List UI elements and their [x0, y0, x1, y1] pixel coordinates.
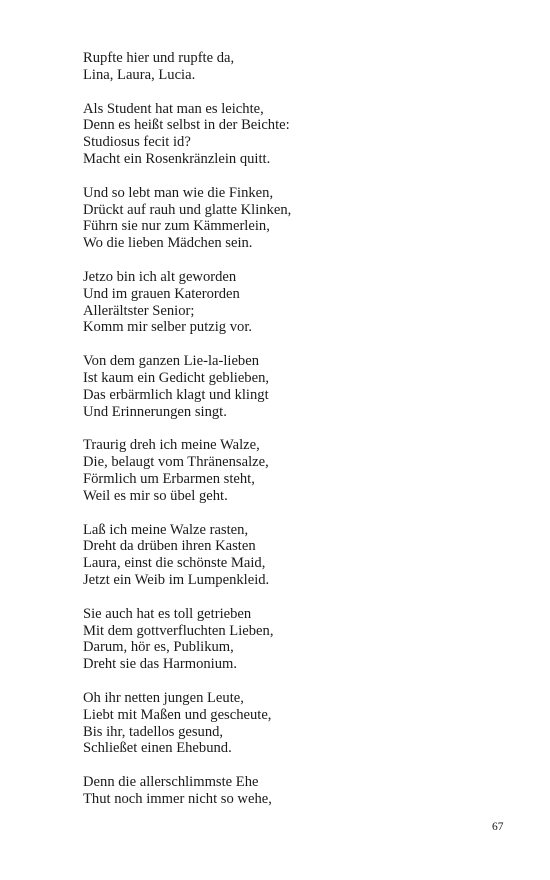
stanza: [83, 690, 503, 757]
stanza: [83, 101, 503, 168]
stanza: [83, 269, 503, 336]
poem-line: Laß ich meine Walze rasten,: [83, 521, 249, 538]
poem-line: Ist kaum ein Gedicht geblieben,: [83, 369, 270, 386]
poem-line: Lina, Laura, Lucia.: [83, 66, 196, 83]
stanza: [83, 606, 503, 673]
poem-line: Als Student hat man es leichte,: [83, 100, 264, 117]
stanza: [83, 50, 503, 84]
poem-line: Laura, einst die schönste Maid,: [83, 555, 266, 572]
poem-line: Oh ihr netten jungen Leute,: [83, 689, 244, 706]
poem-line: Studiosus fecit id?: [83, 134, 191, 151]
stanza: [83, 353, 503, 420]
poem-line: Jetzo bin ich alt geworden: [83, 268, 237, 285]
poem-line: Sie auch hat es toll getrieben: [83, 605, 252, 622]
page-number: 67: [492, 821, 504, 833]
poem-line: Und so lebt man wie die Finken,: [83, 184, 274, 201]
poem-line: Und Erinnerungen singt.: [83, 403, 227, 420]
poem-line: Darum, hör es, Publikum,: [83, 639, 234, 656]
poem-line: Weil es mir so übel geht.: [83, 487, 228, 504]
poem-line: Und im grauen Katerorden: [83, 285, 240, 302]
stanza: [83, 437, 503, 504]
poem-line: Förmlich um Erbarmen steht,: [83, 470, 255, 487]
poem-line: Denn es heißt selbst in der Beichte:: [83, 117, 290, 134]
poem-line: Traurig dreh ich meine Walze,: [83, 437, 260, 454]
poem-line: Mit dem gottverfluchten Lieben,: [83, 622, 274, 639]
poem-line: Jetzt ein Weib im Lumpenkleid.: [83, 571, 270, 588]
poem-line: Bis ihr, tadellos gesund,: [83, 723, 224, 740]
poem-line: Schließet einen Ehebund.: [83, 740, 232, 757]
stanza: [83, 522, 503, 589]
poem-text: [83, 50, 503, 825]
poem-line: Dreht sie das Harmonium.: [83, 656, 238, 673]
poem-line: Führn sie nur zum Kämmerlein,: [83, 218, 270, 235]
poem-line: Die, belaugt vom Thränensalze,: [83, 454, 269, 471]
poem-line: Denn die allerschlimmste Ehe: [83, 774, 259, 791]
poem-line: Komm mir selber putzig vor.: [83, 319, 253, 336]
poem-line: Thut noch immer nicht so wehe,: [83, 790, 272, 807]
poem-line: Allerältster Senior;: [83, 302, 195, 319]
poem-line: Von dem ganzen Lie-la-lieben: [83, 353, 260, 370]
stanza: [83, 185, 503, 252]
stanza: [83, 774, 503, 808]
poem-line: Liebt mit Maßen und gescheute,: [83, 706, 272, 723]
poem-line: Das erbärmlich klagt und klingt: [83, 386, 269, 403]
poem-line: Rupfte hier und rupfte da,: [83, 50, 235, 66]
poem-line: Drückt auf rauh und glatte Klinken,: [83, 201, 292, 218]
poem-line: Dreht da drüben ihren Kasten: [83, 538, 256, 555]
poem-line: Macht ein Rosenkränzlein quitt.: [83, 150, 271, 167]
poem-line: Wo die lieben Mädchen sein.: [83, 235, 253, 252]
